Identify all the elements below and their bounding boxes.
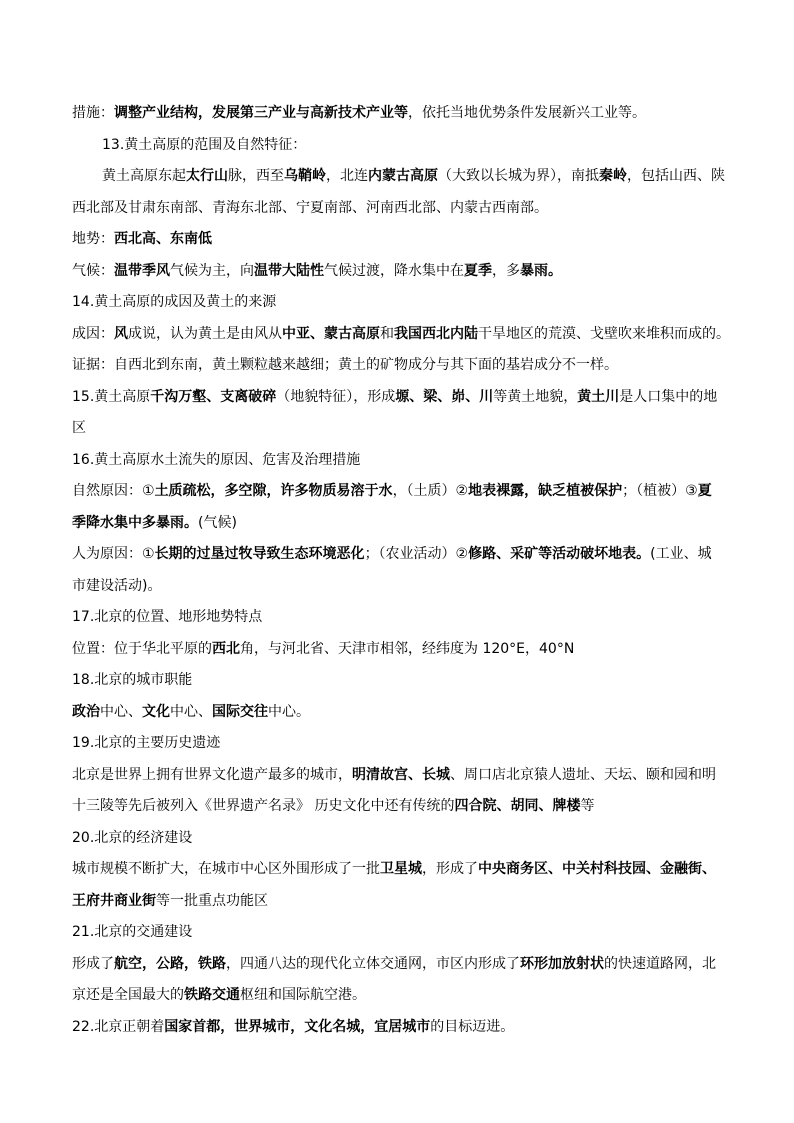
text-line — [72, 917, 722, 949]
text-line — [72, 854, 722, 886]
text: ，多 — [492, 262, 520, 279]
text: 北京是世界上拥有世界文化遗产最多的城市， — [72, 766, 352, 783]
text-line — [72, 665, 722, 697]
text: (气候) — [198, 514, 237, 531]
text: ，包括山西、陕 — [627, 168, 725, 184]
text: 的快速道路网，北 — [604, 955, 716, 972]
text-line — [72, 886, 722, 918]
text: （地貌特征），形成 — [276, 388, 396, 405]
text: ，四通八达的现代化立体交通网，市区内形成了 — [226, 955, 520, 972]
text: 和 — [380, 325, 394, 342]
bold-text: 秦岭 — [599, 168, 627, 184]
text-line — [72, 602, 722, 634]
bold-text: 乌鞘岭 — [284, 168, 326, 184]
text-line — [72, 256, 722, 288]
bold-text: 温带季风 — [114, 262, 170, 279]
text: 角，与河北省、天津市相邻，经纬度为 120°E，40°N — [240, 640, 575, 657]
text: 22.北京正朝着 — [72, 1018, 165, 1035]
bold-text: 中央商务区、中关村科技园、金融街、 — [478, 861, 716, 877]
bold-text: 温带大陆性 — [254, 262, 324, 279]
bold-text: 地表裸露，缺乏植被保护 — [468, 483, 623, 499]
text: 成说，认为黄土是由风从 — [128, 325, 282, 342]
bold-text: 修路、采矿等活动破坏地表。 — [468, 546, 651, 562]
text: 中心、 — [170, 703, 212, 720]
text: ；（农业活动）② — [364, 546, 469, 562]
text-line — [72, 193, 722, 225]
text-line — [72, 728, 722, 760]
text-line — [72, 98, 722, 130]
text: 气候： — [72, 262, 114, 279]
bold-text: 季降水集中多暴雨。 — [72, 514, 198, 531]
text: 等黄土地貌， — [493, 388, 578, 405]
text-line — [72, 571, 722, 603]
text: （大致以长城为界），南抵 — [438, 168, 599, 184]
text: 地势： — [72, 231, 114, 247]
text: 人为原因：① — [72, 546, 155, 562]
bold-text: 中亚、蒙古高原 — [282, 325, 380, 342]
text-line — [72, 413, 722, 445]
text: 枢纽和国际航空港。 — [240, 987, 366, 1003]
text: ，（土质）② — [392, 483, 469, 499]
bold-text: 西北高、东南低 — [114, 231, 212, 247]
text-line — [72, 539, 722, 571]
bold-text: 铁路交通 — [184, 987, 240, 1003]
text: 13.黄土高原的范围及自然特征： — [102, 136, 307, 153]
text: 脉，西至 — [228, 168, 284, 184]
text: 西北部及甘肃东南部、青海东北部、宁夏南部、河南西北部、内蒙古西南部。 — [72, 199, 548, 216]
text-line — [72, 1012, 722, 1044]
bold-text: 太行山 — [186, 168, 228, 184]
text: 区 — [72, 420, 86, 436]
bold-text: 我国西北内陆 — [394, 325, 478, 342]
text: 成因： — [72, 325, 114, 342]
text: 措施： — [72, 105, 114, 121]
text-line — [72, 224, 722, 256]
text-line — [72, 634, 722, 666]
bold-text: 调整产业结构，发展第三产业与高新技术产业等 — [114, 105, 408, 121]
bold-text: 夏季 — [464, 262, 492, 279]
text: 中心、 — [100, 703, 142, 720]
document-page — [72, 98, 730, 1043]
bold-text: 王府井商业街 — [72, 892, 156, 909]
text: 18.北京的城市职能 — [72, 672, 193, 688]
text: 16.黄土高原水土流失的原因、危害及治理措施 — [72, 451, 361, 468]
text: 等一批重点功能区 — [156, 892, 268, 909]
bold-text: 四合院、胡同、牌楼 — [454, 798, 581, 814]
text: 19.北京的主要历史遗迹 — [72, 735, 221, 751]
bold-text: 卫星城 — [380, 861, 422, 877]
text-line — [72, 161, 725, 193]
bold-text: 政治 — [72, 703, 100, 720]
bold-text: 国家首都，世界城市，文化名城，宜居城市 — [164, 1018, 431, 1035]
text: 自然原因：① — [72, 483, 155, 499]
text: 干旱地区的荒漠、戈壁吹来堆积而成的。 — [478, 325, 730, 342]
text-line — [72, 760, 722, 792]
bold-text: 暴雨。 — [520, 262, 562, 279]
text: 形成了 — [72, 955, 114, 972]
text: 20.北京的经济建设 — [72, 829, 193, 846]
text: 中心。 — [268, 703, 310, 720]
bold-text: 西北 — [212, 640, 240, 657]
bold-text: 明清故宫、长城 — [352, 766, 450, 783]
text-line — [72, 445, 722, 477]
text: 是人口集中的地 — [619, 388, 718, 405]
text: 15.黄土高原 — [72, 388, 151, 405]
bold-text: 环形加放射状 — [520, 955, 604, 972]
text-line — [72, 476, 722, 508]
text: 京还是全国最大的 — [72, 987, 184, 1003]
bold-text: 黄土川 — [577, 388, 620, 405]
text: 十三陵等先后被列入《世界遗产名录》 历史文化中还有传统的 — [72, 798, 455, 814]
bold-text: 风 — [114, 325, 128, 342]
text: 证据：自西北到东南，黄土颗粒越来越细；黄土的矿物成分与其下面的基岩成分不一样。 — [72, 357, 618, 373]
text: ，北连 — [326, 168, 368, 184]
text-line — [72, 823, 722, 855]
bold-text: 文化 — [142, 703, 170, 720]
text: 17.北京的位置、地形地势特点 — [72, 609, 263, 625]
bold-text: 国际交往 — [212, 703, 268, 720]
text-line — [72, 130, 722, 162]
text-line — [72, 319, 730, 351]
text: ，形成了 — [422, 861, 478, 877]
text-line — [72, 980, 722, 1012]
text: (工业、城 — [650, 546, 712, 562]
text: 市建设活动)。 — [72, 577, 162, 594]
text: 位置：位于华北平原的 — [72, 640, 212, 657]
bold-text: 千沟万壑、支离破碎 — [150, 388, 277, 405]
text: 等 — [580, 798, 595, 814]
text: 黄土高原东起 — [102, 168, 186, 184]
text: 城市规模不断扩大，在城市中心区外围形成了一批 — [72, 861, 380, 877]
bold-text: 长期的过垦过牧导致生态环境恶化 — [154, 546, 365, 562]
text: 气候为主，向 — [170, 262, 254, 279]
bold-text: 夏 — [697, 483, 712, 499]
text-line — [72, 697, 722, 729]
text-line — [72, 382, 722, 414]
bold-text: 航空，公路，铁路 — [114, 955, 226, 972]
bold-text: 塬、梁、峁、川 — [395, 388, 494, 405]
bold-text: 土质疏松，多空隙，许多物质易溶于水 — [154, 483, 393, 499]
text-line — [72, 287, 722, 319]
text: ，依托当地优势条件发展新兴工业等。 — [408, 105, 646, 121]
text: 的目标迈进。 — [430, 1018, 515, 1035]
text-line — [72, 350, 722, 382]
text: 、周口店北京猿人遗址、天坛、颐和园和明 — [450, 766, 716, 783]
text: ；（植被）③ — [622, 483, 698, 499]
bold-text: 内蒙古高原 — [368, 168, 438, 184]
text: 14.黄土高原的成因及黄土的来源 — [72, 294, 277, 310]
text-line — [72, 508, 722, 540]
text: 21.北京的交通建设 — [72, 924, 193, 940]
text: 气候过渡，降水集中在 — [324, 262, 464, 279]
text-line — [72, 949, 722, 981]
text-line — [72, 791, 722, 823]
